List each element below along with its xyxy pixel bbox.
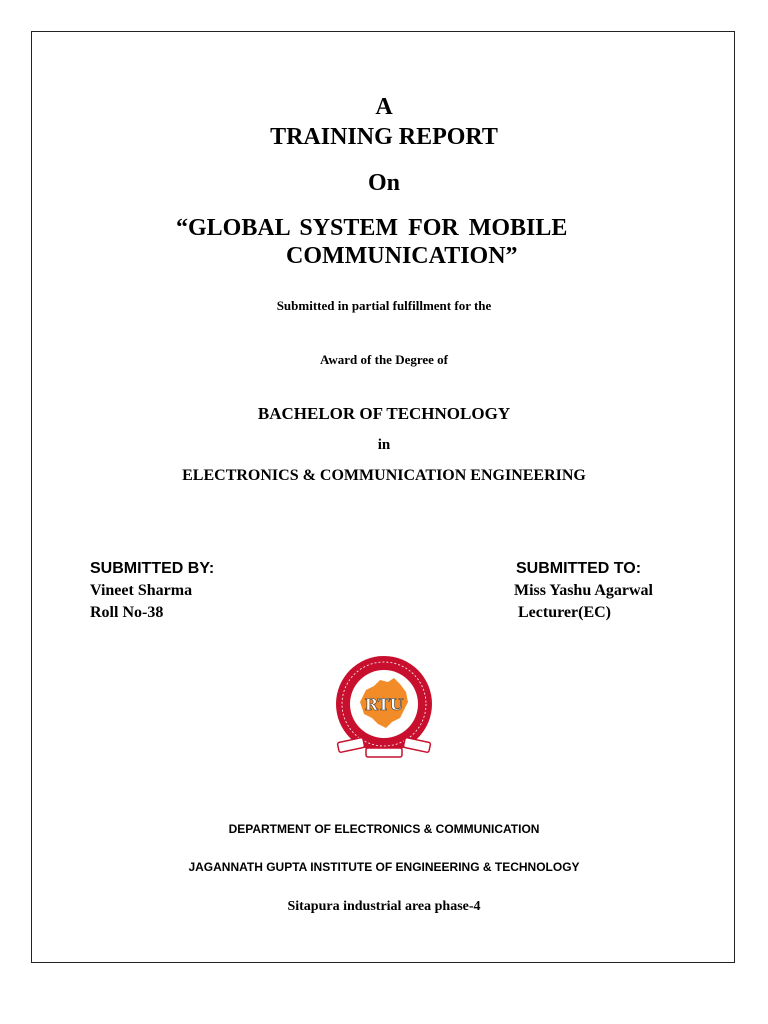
svg-text:RTU: RTU: [364, 695, 404, 714]
guide-designation: Lecturer(EC): [518, 604, 611, 621]
seal-icon: [330, 652, 438, 760]
university-seal-logo: [330, 652, 438, 760]
institute-name: JAGANNATH GUPTA INSTITUTE OF ENGINEERING & TECHNOLOGY: [188, 860, 580, 874]
degree-in: in: [377, 437, 391, 453]
report-title-line-2: COMMUNICATION”: [286, 243, 518, 269]
department-name: DEPARTMENT OF ELECTRONICS & COMMUNICATION: [228, 822, 540, 836]
report-type-heading: TRAINING REPORT: [270, 124, 498, 150]
report-title-line-1: “GLOBAL SYSTEM FOR MOBILE: [176, 215, 568, 241]
submitted-by-label: SUBMITTED BY:: [90, 560, 215, 577]
heading-on: On: [367, 170, 400, 196]
roll-number: Roll No-38: [90, 604, 164, 621]
guide-name: Miss Yashu Agarwal: [514, 582, 653, 599]
award-statement: Award of the Degree of: [319, 352, 449, 367]
submission-statement: Submitted in partial fulfillment for the: [276, 298, 492, 313]
branch-name: ELECTRONICS & COMMUNICATION ENGINEERING: [182, 467, 586, 484]
submitted-to-label: SUBMITTED TO:: [516, 560, 642, 577]
student-name: Vineet Sharma: [90, 582, 193, 599]
heading-a: A: [375, 94, 393, 120]
degree-name: BACHELOR OF TECHNOLOGY: [257, 404, 511, 423]
institute-address: Sitapura industrial area phase-4: [287, 899, 481, 914]
